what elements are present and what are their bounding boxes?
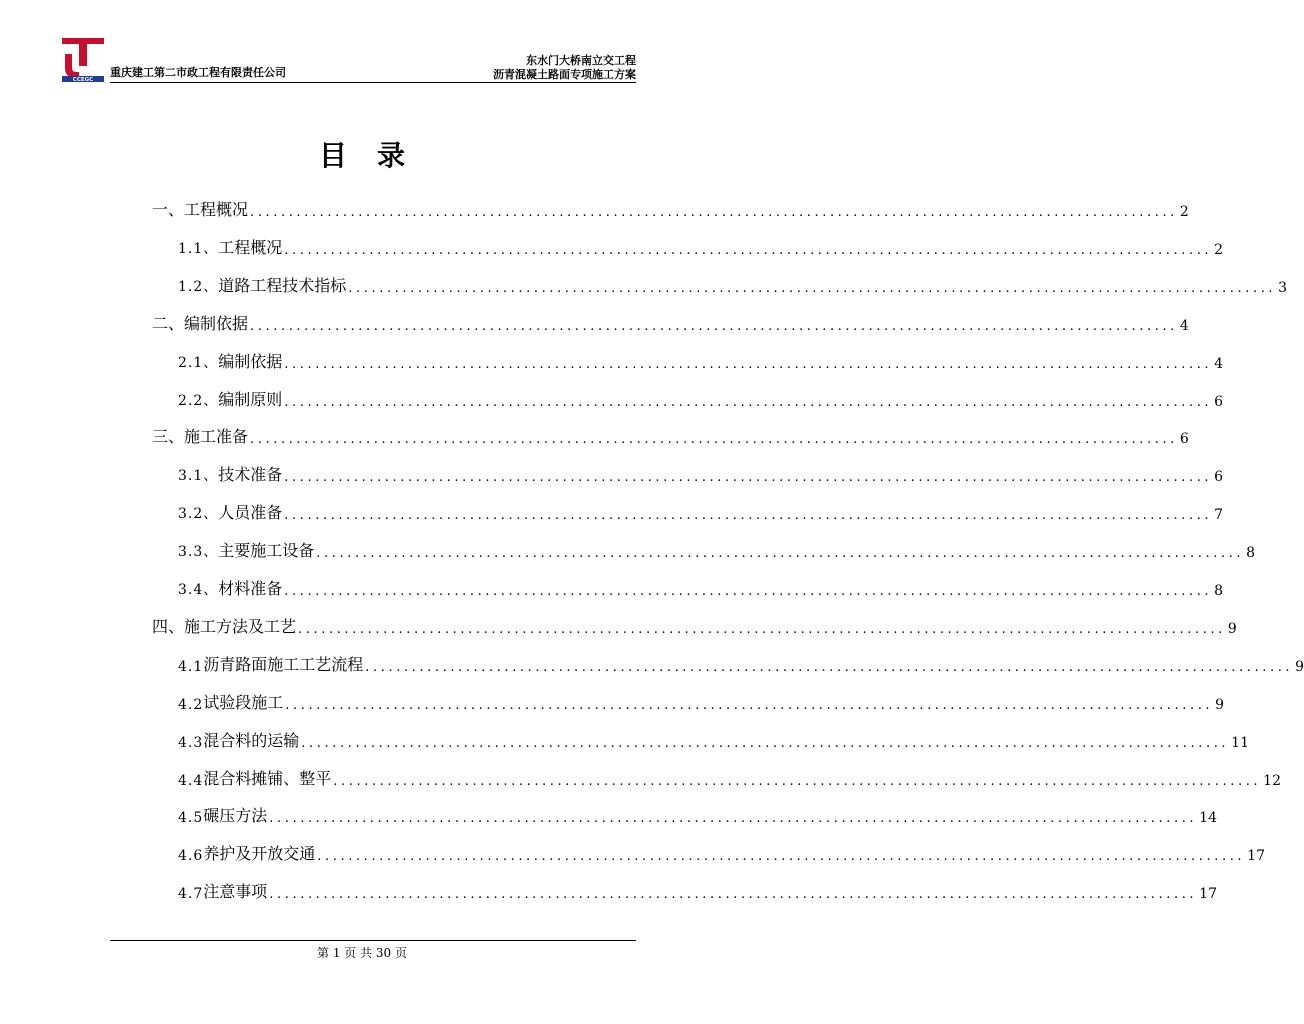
toc-leader-dots: ........................................................................................................................ (284, 356, 1213, 372)
toc-entry[interactable] (178, 729, 1249, 751)
toc-leader-dots: ........................................................................................................................ (365, 659, 1294, 675)
toc-entry-number: 4.1 (178, 658, 204, 675)
toc-leader-dots: ........................................................................................................................ (285, 697, 1214, 713)
toc-entry[interactable] (178, 501, 1224, 524)
toc-entry[interactable] (178, 463, 1224, 486)
toc-entry[interactable] (178, 388, 1224, 410)
toc-leader-dots: ........................................................................................................................ (317, 849, 1246, 865)
toc-entry-number: 4.7 (178, 886, 204, 903)
toc-entry-title: 施工方法及工艺 (184, 616, 297, 636)
toc-entry-title: 工程概况 (184, 200, 249, 219)
toc-page-number: 2 (1179, 204, 1189, 220)
toc-leader-dots: ........................................................................................................................ (250, 432, 1178, 448)
toc-page-number: 9 (1295, 658, 1304, 675)
toc-entry-title: 混合料摊铺、整平 (203, 768, 332, 788)
toc-page-number: 6 (1214, 393, 1224, 410)
toc-page-number: 12 (1263, 772, 1281, 789)
toc-entry-title: 沥青路面施工工艺流程 (203, 654, 364, 674)
toc-leader-dots: ........................................................................................................................ (284, 584, 1213, 599)
toc-entry[interactable] (178, 767, 1281, 789)
toc-entry[interactable] (178, 804, 1217, 827)
toc-entry-title: 编制依据 (184, 313, 249, 333)
toc-entry-title: 养护及开放交通 (203, 844, 316, 864)
toc-page-number: 9 (1215, 696, 1225, 713)
toc-leader-dots: ........................................................................................................................ (269, 811, 1198, 827)
toc-page-number: 17 (1199, 886, 1217, 903)
toc-leader-dots: ........................................................................................................................ (284, 508, 1213, 524)
toc-leader-dots: ........................................................................................................................ (284, 394, 1213, 410)
toc-entry-number: 一、 (152, 200, 185, 219)
toc-leader-dots: ........................................................................................................................ (316, 546, 1245, 562)
toc-leader-dots: ........................................................................................................................ (250, 318, 1178, 334)
toc-entry-number: 四、 (152, 616, 185, 636)
toc-page-number: 8 (1246, 545, 1256, 562)
toc-entry-title: 注意事项 (203, 882, 268, 902)
toc-entry[interactable] (178, 274, 1288, 296)
toc-leader-dots: ........................................................................................................................ (298, 621, 1226, 637)
toc-page-number: 11 (1231, 734, 1249, 751)
page-title: 目录 (318, 139, 435, 172)
toc-leader-dots: ........................................................................................................................ (250, 205, 1178, 220)
toc-entry-number: 3.3、 (178, 544, 219, 561)
project-name: 东水门大桥南立交工程 (526, 54, 636, 67)
toc-entry-number: 三、 (152, 427, 185, 447)
toc-entry-title: 主要施工设备 (218, 541, 315, 561)
toc-entry-title: 碾压方法 (203, 806, 268, 826)
toc-entry-number: 3.1、 (178, 468, 219, 485)
toc-entry-number: 3.4、 (178, 582, 219, 598)
toc-page-number: 9 (1227, 620, 1237, 637)
logo-hook (65, 54, 79, 77)
toc-entry[interactable] (178, 577, 1224, 599)
document-name: 沥青混凝土路面专项施工方案 (493, 68, 636, 81)
company-logo (62, 38, 104, 82)
toc-entry-number: 2.1、 (178, 354, 219, 371)
toc-leader-dots: ........................................................................................................................ (284, 470, 1213, 486)
toc-entry-number: 4.5 (178, 810, 204, 827)
toc-entry-number: 4.4 (178, 772, 204, 789)
toc-page-number: 3 (1278, 279, 1288, 296)
toc-entry-title: 技术准备 (218, 465, 283, 485)
toc-entry[interactable] (152, 312, 1189, 334)
toc-page-number: 14 (1199, 810, 1217, 827)
toc-entry-number: 1.1、 (178, 240, 219, 257)
toc-entry[interactable] (178, 350, 1224, 372)
toc-entry-number: 4.2 (178, 696, 204, 713)
toc-page-number: 6 (1214, 469, 1224, 486)
toc-entry-number: 4.6 (178, 848, 204, 865)
toc-entry-title: 编制原则 (218, 389, 283, 409)
toc-entry-title: 施工准备 (184, 427, 249, 447)
toc-entry-title: 道路工程技术指标 (218, 275, 347, 295)
company-name: 重庆建工第二市政工程有限责任公司 (110, 66, 286, 79)
toc-page-number: 7 (1214, 507, 1224, 524)
toc-entry-number: 二、 (152, 313, 185, 333)
toc-entry-title: 试验段施工 (203, 692, 284, 712)
toc-entry[interactable] (152, 425, 1189, 448)
toc-leader-dots: ........................................................................................................................ (348, 280, 1277, 296)
footer-divider (110, 940, 636, 941)
toc-entry[interactable] (152, 198, 1189, 220)
toc-page-number: 2 (1214, 241, 1224, 258)
toc-entry[interactable] (178, 539, 1256, 562)
toc-entry[interactable] (178, 236, 1224, 258)
toc-entry-title: 混合料的运输 (203, 730, 300, 750)
toc-leader-dots: ........................................................................................................................ (333, 773, 1262, 789)
toc-entry[interactable] (178, 880, 1217, 903)
page-header (62, 38, 636, 82)
toc-leader-dots: ........................................................................................................................ (301, 735, 1230, 751)
toc-page-number: 8 (1214, 583, 1224, 599)
toc-entry[interactable] (178, 842, 1265, 865)
toc-page-number: 4 (1214, 355, 1224, 372)
toc-entry-number: 2.2、 (178, 392, 219, 409)
toc-entry-title: 工程概况 (218, 237, 283, 257)
toc-entry[interactable] (152, 615, 1237, 637)
toc-entry[interactable] (178, 691, 1225, 713)
toc-page-number: 17 (1247, 848, 1265, 865)
toc-entry[interactable] (178, 653, 1304, 675)
toc-entry-title: 编制依据 (218, 351, 283, 371)
toc-page-number: 4 (1179, 317, 1189, 334)
toc-leader-dots: ........................................................................................................................ (269, 887, 1198, 903)
page-footer: 第 1 页 共 30 页 (317, 946, 407, 960)
logo-text: CCEGC (72, 77, 94, 83)
toc-entry-number: 1.2、 (178, 278, 219, 295)
toc-entry-number: 3.2、 (178, 506, 219, 523)
logo-stem (79, 38, 87, 66)
toc-leader-dots: ........................................................................................................................ (284, 242, 1213, 258)
toc-entry-number: 4.3 (178, 734, 204, 751)
toc-page-number: 6 (1179, 431, 1189, 448)
toc-entry-title: 人员准备 (218, 503, 283, 523)
toc-entry-title: 材料准备 (218, 579, 283, 598)
header-divider (110, 82, 636, 83)
